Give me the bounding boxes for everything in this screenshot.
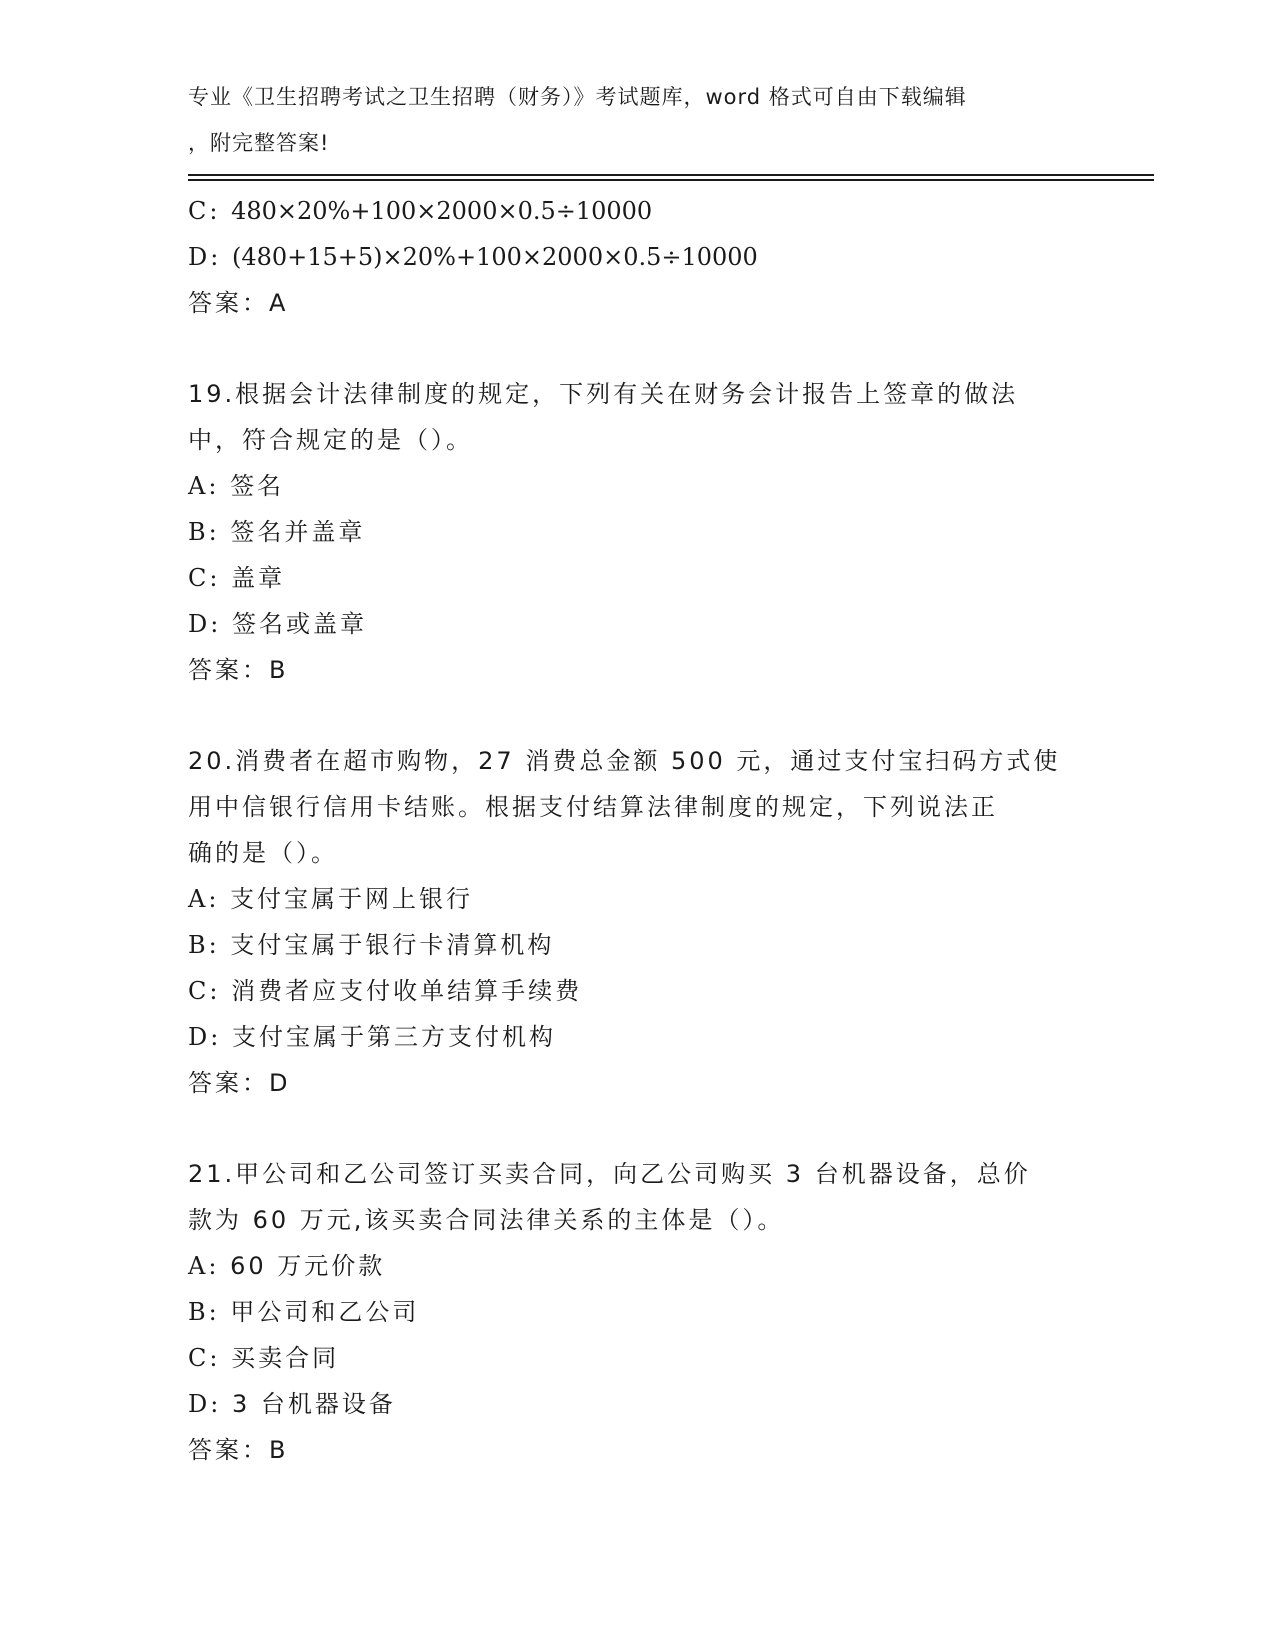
answer-line: 答案：B (188, 1436, 289, 1464)
option-row (188, 1289, 1108, 1335)
option-row (188, 1381, 1108, 1427)
option-text: 480×20%+100×2000×0.5÷10000 (231, 197, 653, 225)
option-row (188, 922, 1108, 968)
option-row (188, 509, 1108, 555)
question-text: 确的是（）。 (188, 839, 338, 867)
option-letter: C: (188, 564, 221, 592)
question-list (188, 188, 1108, 1473)
option-text: 买卖合同 (231, 1344, 340, 1372)
header-line-2: ，附完整答案! (188, 131, 330, 155)
option-row (188, 555, 1108, 601)
option-text: 签名并盖章 (230, 518, 366, 546)
option-row (188, 876, 1108, 922)
prev-question (188, 188, 1108, 326)
option-letter: D: (188, 243, 222, 271)
option-text: 支付宝属于银行卡清算机构 (230, 931, 555, 959)
option-letter: A: (188, 1252, 220, 1280)
option-letter: B: (188, 931, 220, 959)
option-text: 盖章 (231, 564, 286, 592)
header-rule-top (188, 174, 1154, 176)
option-letter: A: (188, 472, 220, 500)
question-text: 20.消费者在超市购物，27 消费总金额 500 元，通过支付宝扫码方式使 (188, 747, 1061, 775)
option-text: 消费者应支付收单结算手续费 (231, 977, 583, 1005)
option-row (188, 1335, 1108, 1381)
option-text: 3 台机器设备 (231, 1390, 396, 1418)
option-letter: C: (188, 197, 221, 225)
option-letter: C: (188, 1344, 221, 1372)
question-19 (188, 371, 1108, 693)
option-row (188, 1243, 1108, 1289)
question-20 (188, 738, 1108, 1106)
option-row (188, 1014, 1108, 1060)
option-row (188, 968, 1108, 1014)
option-letter: B: (188, 1298, 220, 1326)
option-text: 签名 (230, 472, 285, 500)
question-text: 21.甲公司和乙公司签订买卖合同，向乙公司购买 3 台机器设备，总价 (188, 1160, 1031, 1188)
option-text: 60 万元价款 (230, 1252, 386, 1280)
option-letter: D: (188, 1023, 222, 1051)
option-text: 支付宝属于第三方支付机构 (231, 1023, 556, 1051)
option-letter: D: (188, 610, 222, 638)
option-letter: B: (188, 518, 220, 546)
option-row (188, 463, 1108, 509)
option-row (188, 234, 1108, 280)
question-21 (188, 1151, 1108, 1473)
document-header (188, 74, 1088, 166)
question-text: 用中信银行信用卡结账。根据支付结算法律制度的规定，下列说法正 (188, 793, 998, 821)
option-text: 签名或盖章 (231, 610, 367, 638)
option-letter: C: (188, 977, 221, 1005)
answer-line: 答案：B (188, 656, 289, 684)
option-text: 甲公司和乙公司 (230, 1298, 420, 1326)
question-text: 中，符合规定的是（）。 (188, 426, 473, 454)
option-letter: D: (188, 1390, 222, 1418)
option-row (188, 188, 1108, 234)
question-text: 款为 60 万元,该买卖合同法律关系的主体是（）。 (188, 1206, 785, 1234)
answer-line: 答案：D (188, 1069, 291, 1097)
option-letter: A: (188, 885, 220, 913)
option-text: (480+15+5)×20%+100×2000×0.5÷10000 (231, 243, 758, 271)
question-text: 19.根据会计法律制度的规定，下列有关在财务会计报告上签章的做法 (188, 380, 1019, 408)
option-row (188, 601, 1108, 647)
header-rule-bottom (188, 179, 1154, 181)
answer-line: 答案：A (188, 289, 289, 317)
header-line-1: 专业《卫生招聘考试之卫生招聘（财务）》考试题库，word 格式可自由下载编辑 (188, 85, 967, 109)
option-text: 支付宝属于网上银行 (230, 885, 474, 913)
